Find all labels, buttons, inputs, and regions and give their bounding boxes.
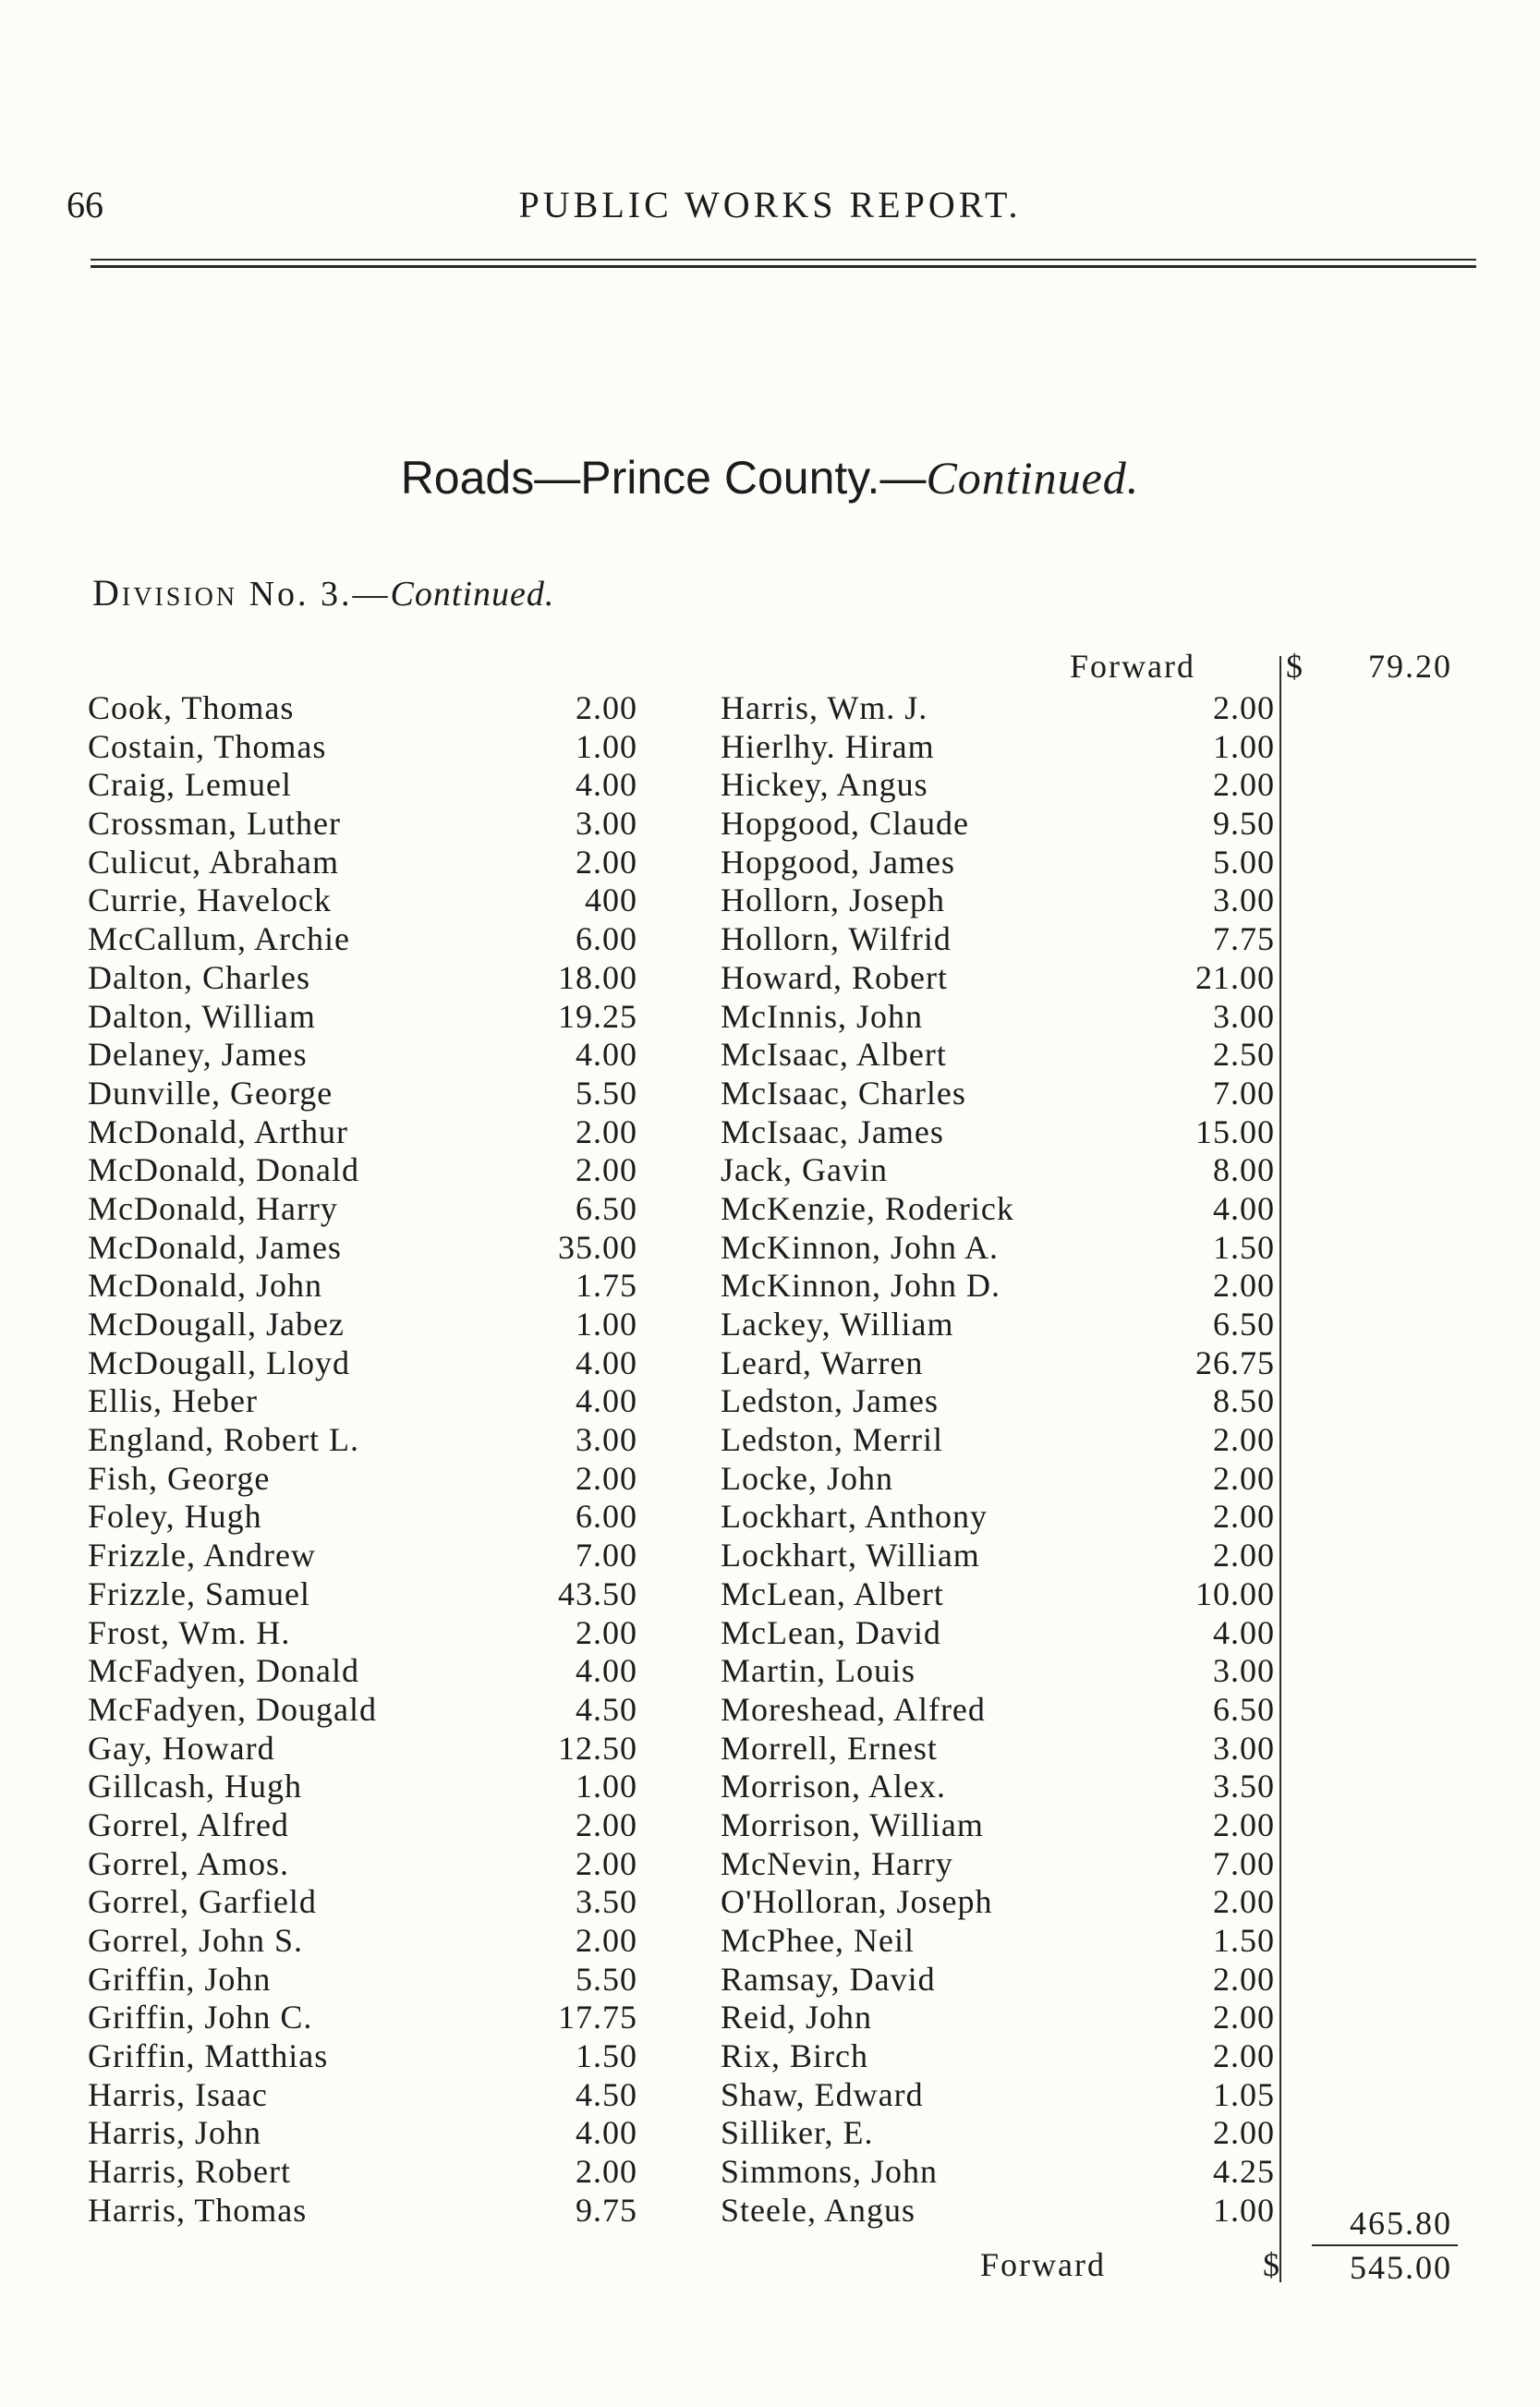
ledger-row [88, 1845, 637, 1884]
ledger-row [721, 881, 1275, 920]
payment-amount: 17.75 [558, 1999, 637, 2036]
payee-name: Rix, Birch [721, 2037, 868, 2075]
ledger-row [88, 1999, 637, 2037]
payment-amount: 2.00 [576, 1922, 637, 1959]
ledger-row [721, 1806, 1275, 1845]
dollar-sign-bottom: $ [1263, 2246, 1279, 2283]
ledger-row [721, 1883, 1275, 1922]
payment-amount: 1.50 [1213, 1228, 1275, 1266]
payment-amount: 3.00 [576, 1421, 637, 1459]
subtotal-amount: 465.80 [1350, 2205, 1452, 2242]
ledger-row [721, 1382, 1275, 1421]
payment-amount: 2.00 [576, 1151, 637, 1189]
ledger-row [88, 1730, 637, 1769]
ledger-row [88, 998, 637, 1037]
payee-name: Lockhart, Anthony [721, 1498, 988, 1536]
ledger-row [88, 1614, 637, 1653]
payment-amount: 4.00 [576, 1036, 637, 1074]
ledger-row [88, 1537, 637, 1575]
ledger-row [721, 1999, 1275, 2037]
payee-name: McDougall, Lloyd [88, 1343, 350, 1381]
payment-amount: 9.75 [576, 2191, 637, 2229]
payee-name: Gorrel, Garfield [88, 1883, 317, 1921]
payee-name: McIsaac, Albert [721, 1036, 947, 1074]
payment-amount: 1.50 [576, 2037, 637, 2075]
payee-name: Currie, Havelock [88, 881, 332, 919]
ledger-row [88, 2153, 637, 2192]
left-column-list [88, 689, 637, 2231]
payment-amount: 400 [585, 881, 637, 919]
payee-name: Gorrel, Alfred [88, 1805, 289, 1843]
payee-name: Morrell, Ernest [721, 1729, 938, 1767]
payment-amount: 4.00 [576, 1382, 637, 1420]
ledger-row [88, 1151, 637, 1190]
payment-amount: 9.50 [1213, 805, 1275, 843]
payee-name: Griffin, John C. [88, 1999, 313, 2036]
ledger-row [88, 766, 637, 805]
payee-name: McIsaac, Charles [721, 1074, 966, 1112]
dollar-sign-top: $ [1286, 648, 1303, 685]
ledger-row [721, 2192, 1275, 2231]
payment-amount: 18.00 [558, 958, 637, 996]
payee-name: Crossman, Luther [88, 805, 341, 843]
payment-amount: 3.00 [1213, 1652, 1275, 1690]
payment-amount: 1.00 [576, 1768, 637, 1805]
payment-amount: 2.00 [1213, 1537, 1275, 1574]
ledger-row [88, 1922, 637, 1961]
payment-amount: 7.00 [1213, 1074, 1275, 1112]
payment-amount: 2.00 [1213, 2037, 1275, 2075]
ledger-row [88, 2114, 637, 2153]
payee-name: Ellis, Heber [88, 1382, 258, 1420]
payment-amount: 2.00 [1213, 1421, 1275, 1459]
payee-name: Ledston, James [721, 1382, 939, 1420]
section-title-continued: Continued. [926, 452, 1140, 504]
forward-label-bottom: Forward [980, 2246, 1106, 2283]
payee-name: Lackey, William [721, 1306, 954, 1343]
payee-name: Leard, Warren [721, 1343, 924, 1381]
payee-name: Hierlhy. Hiram [721, 727, 935, 765]
payee-name: Harris, Thomas [88, 2191, 308, 2229]
payment-amount: 3.50 [576, 1883, 637, 1921]
running-head: PUBLIC WORKS REPORT. [518, 184, 1022, 225]
payment-amount: 6.50 [576, 1189, 637, 1227]
ledger-row [88, 1190, 637, 1229]
payment-amount: 2.00 [1213, 2114, 1275, 2152]
ledger-row [721, 1845, 1275, 1884]
ledger-row [721, 959, 1275, 998]
payment-amount: 2.00 [576, 1112, 637, 1150]
payment-amount: 2.00 [576, 689, 637, 726]
payment-amount: 2.00 [1213, 689, 1275, 726]
ledger-row [88, 689, 637, 728]
payment-amount: 2.00 [576, 1459, 637, 1497]
payment-amount: 4.00 [1213, 1613, 1275, 1651]
ledger-row [88, 1652, 637, 1691]
ledger-row [88, 844, 637, 882]
payment-amount: 2.00 [1213, 1267, 1275, 1305]
payment-amount: 2.00 [576, 843, 637, 881]
ledger-row [88, 1575, 637, 1614]
payment-amount: 5.00 [1213, 843, 1275, 881]
forward-label-top: Forward [1070, 648, 1195, 685]
payee-name: Gorrel, John S. [88, 1922, 303, 1959]
payee-name: Culicut, Abraham [88, 843, 339, 881]
payee-name: Griffin, Matthias [88, 2037, 329, 2075]
payee-name: Gillcash, Hugh [88, 1768, 302, 1805]
payment-amount: 4.00 [576, 766, 637, 804]
payment-amount: 12.50 [558, 1729, 637, 1767]
payment-amount: 1.00 [1213, 2191, 1275, 2229]
payee-name: Hickey, Angus [721, 766, 928, 804]
ledger-row [88, 2037, 637, 2076]
division-heading [92, 571, 554, 614]
header-rule-top [91, 259, 1476, 261]
payment-amount: 6.50 [1213, 1690, 1275, 1728]
payment-amount: 43.50 [558, 1574, 637, 1612]
payment-amount: 3.00 [1213, 997, 1275, 1035]
payee-name: Hopgood, James [721, 843, 955, 881]
payment-amount: 4.25 [1213, 2153, 1275, 2191]
payment-amount: 6.50 [1213, 1306, 1275, 1343]
payee-name: Cook, Thomas [88, 689, 295, 726]
ledger-row [721, 1614, 1275, 1653]
payee-name: McFadyen, Donald [88, 1652, 359, 1690]
payee-name: Gay, Howard [88, 1729, 275, 1767]
payee-name: Frizzle, Samuel [88, 1574, 310, 1612]
ledger-row [88, 1961, 637, 2000]
subtotal-rule [1312, 2244, 1458, 2246]
ledger-row [88, 1382, 637, 1421]
ledger-row [721, 728, 1275, 767]
ledger-row [88, 1498, 637, 1537]
ledger-row [88, 881, 637, 920]
payment-amount: 3.00 [1213, 1729, 1275, 1767]
payee-name: Griffin, John [88, 1960, 272, 1998]
payee-name: Steele, Angus [721, 2191, 916, 2229]
payee-name: McDonald, James [88, 1228, 342, 1266]
payment-amount: 4.00 [576, 1343, 637, 1381]
payee-name: Harris, John [88, 2114, 261, 2152]
payee-name: Reid, John [721, 1999, 873, 2036]
division-number: No. 3.— [249, 575, 391, 614]
ledger-row [88, 1229, 637, 1268]
ledger-row [721, 1768, 1275, 1806]
ledger-row [721, 1151, 1275, 1190]
ledger-row [88, 805, 637, 844]
ledger-row [88, 1306, 637, 1344]
ledger-row [721, 1460, 1275, 1499]
payee-name: Gorrel, Amos. [88, 1844, 289, 1882]
ledger-row [88, 1075, 637, 1113]
ledger-row [721, 1575, 1275, 1614]
payee-name: Craig, Lemuel [88, 766, 292, 804]
payment-amount: 3.50 [1213, 1768, 1275, 1805]
payee-name: Harris, Wm. J. [721, 689, 928, 726]
ledger-row [88, 920, 637, 959]
payee-name: Lockhart, William [721, 1537, 980, 1574]
payee-name: Dalton, William [88, 997, 316, 1035]
ledger-row [721, 1922, 1275, 1961]
ledger-row [88, 1883, 637, 1922]
ledger-row [88, 1036, 637, 1075]
ledger-row [721, 2114, 1275, 2153]
payment-amount: 2.00 [1213, 1498, 1275, 1536]
ledger-row [721, 2037, 1275, 2076]
right-column-list [721, 689, 1275, 2231]
ledger-row [721, 1306, 1275, 1344]
payee-name: McIsaac, James [721, 1112, 944, 1150]
payment-amount: 4.00 [576, 1652, 637, 1690]
payee-name: Delaney, James [88, 1036, 308, 1074]
payment-amount: 2.00 [576, 2153, 637, 2191]
payee-name: Hollorn, Wilfrid [721, 920, 952, 958]
payment-amount: 2.00 [1213, 1883, 1275, 1921]
ledger-row [88, 2076, 637, 2115]
payee-name: Frizzle, Andrew [88, 1537, 316, 1574]
ledger-row [88, 1460, 637, 1499]
payment-amount: 2.00 [1213, 766, 1275, 804]
payee-name: Foley, Hugh [88, 1498, 262, 1536]
division-continued: Continued. [390, 575, 555, 614]
section-title [0, 451, 1540, 504]
payee-name: Silliker, E. [721, 2114, 874, 2152]
payment-amount: 2.00 [1213, 1805, 1275, 1843]
ledger-row [721, 1537, 1275, 1575]
payee-name: Ledston, Merril [721, 1421, 943, 1459]
ledger-row [88, 1691, 637, 1730]
payee-name: Jack, Gavin [721, 1151, 888, 1189]
payee-name: Dunville, George [88, 1074, 333, 1112]
amount-column-rule [1279, 656, 1281, 2282]
header-rule-bottom [91, 265, 1476, 268]
ledger-row [721, 1691, 1275, 1730]
forward-amount-bottom: 545.00 [1350, 2249, 1452, 2286]
payee-name: Costain, Thomas [88, 727, 327, 765]
ledger-row [88, 1344, 637, 1383]
payment-amount: 8.50 [1213, 1382, 1275, 1420]
payee-name: McDonald, John [88, 1267, 322, 1305]
payee-name: Hopgood, Claude [721, 805, 969, 843]
division-label: Division [92, 572, 238, 614]
payee-name: Frost, Wm. H. [88, 1613, 291, 1651]
ledger-row [721, 1730, 1275, 1769]
ledger-row [88, 1421, 637, 1460]
ledger-row [721, 1421, 1275, 1460]
ledger-row [721, 1229, 1275, 1268]
payee-name: McInnis, John [721, 997, 923, 1035]
payee-name: Locke, John [721, 1459, 893, 1497]
ledger-row [88, 1113, 637, 1152]
ledger-row [721, 1652, 1275, 1691]
payment-amount: 7.00 [576, 1537, 637, 1574]
payee-name: McKinnon, John A. [721, 1228, 1000, 1266]
payee-name: O'Holloran, Joseph [721, 1883, 993, 1921]
payee-name: McCallum, Archie [88, 920, 350, 958]
payment-amount: 7.00 [1213, 1844, 1275, 1882]
ledger-row [721, 1961, 1275, 2000]
payee-name: Moreshead, Alfred [721, 1690, 986, 1728]
ledger-row [721, 689, 1275, 728]
payment-amount: 8.00 [1213, 1151, 1275, 1189]
payment-amount: 5.50 [576, 1960, 637, 1998]
payee-name: McLean, Albert [721, 1574, 944, 1612]
payee-name: Simmons, John [721, 2153, 939, 2191]
ledger-row [721, 1190, 1275, 1229]
payment-amount: 26.75 [1195, 1343, 1275, 1381]
payment-amount: 1.50 [1213, 1922, 1275, 1959]
payee-name: Shaw, Edward [721, 2075, 924, 2113]
payment-amount: 1.75 [576, 1267, 637, 1305]
ledger-row [721, 1036, 1275, 1075]
payee-name: McKenzie, Roderick [721, 1189, 1014, 1227]
payee-name: Harris, Robert [88, 2153, 291, 2191]
payment-amount: 2.00 [1213, 1960, 1275, 1998]
payment-amount: 2.00 [576, 1844, 637, 1882]
ledger-row [721, 1498, 1275, 1537]
ledger-row [88, 1768, 637, 1806]
ledger-row [721, 1344, 1275, 1383]
payment-amount: 6.00 [576, 920, 637, 958]
payment-amount: 2.00 [1213, 1999, 1275, 2036]
payment-amount: 7.75 [1213, 920, 1275, 958]
payee-name: Dalton, Charles [88, 958, 310, 996]
payment-amount: 2.50 [1213, 1036, 1275, 1074]
ledger-row [88, 2192, 637, 2231]
payment-amount: 10.00 [1195, 1574, 1275, 1612]
payee-name: McDougall, Jabez [88, 1306, 345, 1343]
payment-amount: 1.05 [1213, 2075, 1275, 2113]
payee-name: McDonald, Donald [88, 1151, 359, 1189]
payee-name: Howard, Robert [721, 958, 948, 996]
ledger-row [721, 2153, 1275, 2192]
ledger-row [721, 998, 1275, 1037]
ledger-row [88, 1267, 637, 1306]
payment-amount: 4.00 [1213, 1189, 1275, 1227]
payment-amount: 4.50 [576, 1690, 637, 1728]
ledger-row [88, 959, 637, 998]
payment-amount: 1.00 [576, 727, 637, 765]
payment-amount: 2.00 [576, 1805, 637, 1843]
payee-name: McPhee, Neil [721, 1922, 915, 1959]
payee-name: McNevin, Harry [721, 1844, 953, 1882]
payee-name: McDonald, Harry [88, 1189, 338, 1227]
ledger-row [721, 1113, 1275, 1152]
payment-amount: 5.50 [576, 1074, 637, 1112]
payment-amount: 21.00 [1195, 958, 1275, 996]
payment-amount: 4.50 [576, 2075, 637, 2113]
payment-amount: 4.00 [576, 2114, 637, 2152]
ledger-row [721, 844, 1275, 882]
payment-amount: 3.00 [576, 805, 637, 843]
ledger-row [721, 766, 1275, 805]
payee-name: Ramsay, David [721, 1960, 936, 1998]
payee-name: Fish, George [88, 1459, 271, 1497]
payee-name: McLean, David [721, 1613, 941, 1651]
ledger-row [721, 805, 1275, 844]
payment-amount: 35.00 [558, 1228, 637, 1266]
ledger-row [721, 1075, 1275, 1113]
payment-amount: 1.00 [1213, 727, 1275, 765]
payee-name: McFadyen, Dougald [88, 1690, 377, 1728]
payment-amount: 19.25 [558, 997, 637, 1035]
ledger-row [721, 920, 1275, 959]
payee-name: Hollorn, Joseph [721, 881, 945, 919]
section-title-main: Roads—Prince County.— [400, 452, 927, 504]
payment-amount: 1.00 [576, 1306, 637, 1343]
payment-amount: 15.00 [1195, 1112, 1275, 1150]
payment-amount: 2.00 [576, 1613, 637, 1651]
payee-name: McKinnon, John D. [721, 1267, 1000, 1305]
payee-name: England, Robert L. [88, 1421, 359, 1459]
ledger-row [88, 728, 637, 767]
ledger-row [721, 2076, 1275, 2115]
payee-name: Martin, Louis [721, 1652, 916, 1690]
payment-amount: 3.00 [1213, 881, 1275, 919]
page-number: 66 [67, 184, 103, 225]
payee-name: Morrison, Alex. [721, 1768, 946, 1805]
payment-amount: 6.00 [576, 1498, 637, 1536]
forward-amount-top: 79.20 [1368, 648, 1452, 685]
payment-amount: 2.00 [1213, 1459, 1275, 1497]
payee-name: Morrison, William [721, 1805, 984, 1843]
payee-name: McDonald, Arthur [88, 1112, 348, 1150]
payee-name: Harris, Isaac [88, 2075, 268, 2113]
ledger-row [721, 1267, 1275, 1306]
ledger-row [88, 1806, 637, 1845]
